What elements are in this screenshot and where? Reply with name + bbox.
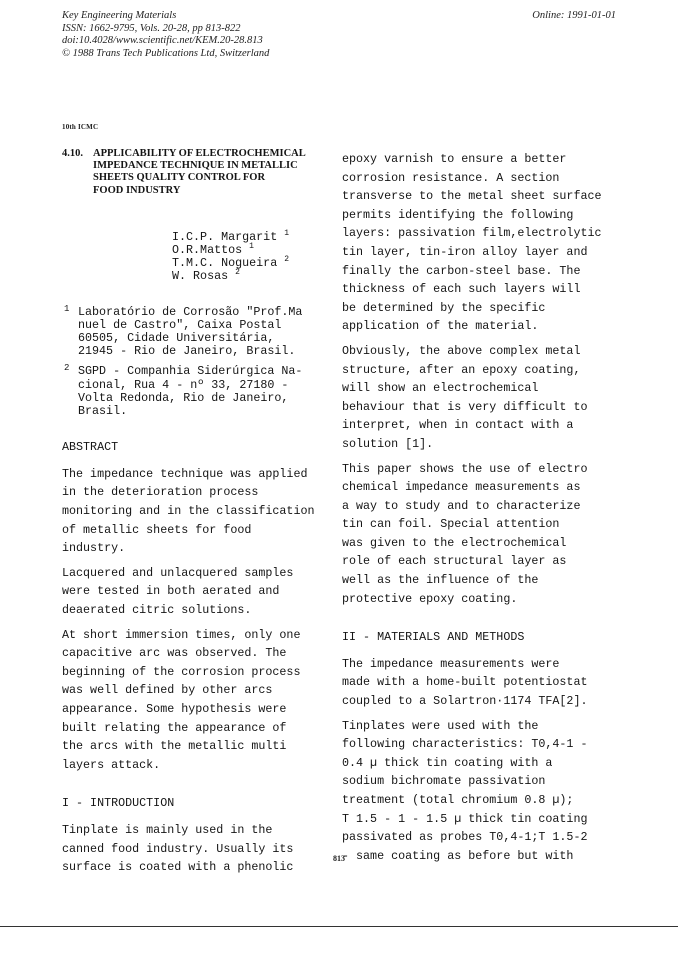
text-line: built relating the appearance of (62, 720, 287, 735)
text-line: thickness of each such layers will (342, 282, 581, 297)
text-line: application of the material. (342, 319, 539, 334)
author: W. Rosas $^2$ (172, 268, 240, 284)
text-line: monitoring and in the classification (62, 504, 315, 519)
text-line: finally the carbon-steel base. The (342, 263, 581, 278)
text-line: role of each structural layer as (342, 554, 567, 569)
text-line: surface is coated with a phenolic (62, 860, 294, 875)
author-list (172, 228, 322, 284)
title-line: FOOD INDUSTRY (93, 184, 181, 196)
text-line: appearance. Some hypothesis were (62, 701, 287, 716)
text-line: of metallic sheets for food (62, 522, 252, 537)
text-line: T 1.5 - 1 - 1.5 µ thick tin coating (342, 811, 588, 826)
text-line: interpret, when in contact with a (342, 418, 574, 433)
text-line: transverse to the metal sheet surface (342, 189, 602, 204)
text-line: were tested in both aerated and (62, 584, 280, 599)
text-line: tin can foil. Special attention (342, 517, 560, 532)
text-line: protective epoxy coating. (342, 591, 518, 606)
methods-paragraph (342, 717, 610, 866)
text-line: The impedance technique was applied (62, 466, 308, 481)
body-paragraph (342, 342, 610, 454)
abstract-heading: ABSTRACT (62, 440, 119, 455)
text-line: The impedance measurements were (342, 656, 560, 671)
text-line: well as the influence of the (342, 573, 539, 588)
paper-title (62, 148, 322, 197)
journal-doi: doi:10.4028/www.scientific.net/KEM.20-28.813 (62, 35, 263, 46)
text-line: This paper shows the use of electro (342, 461, 588, 476)
text-line: 0.4 µ thick tin coating with a (342, 755, 553, 770)
text-line: the arcs with the metallic multi (62, 739, 287, 754)
online-date: Online: 1991-01-01 (532, 10, 616, 21)
text-line: layers attack. (62, 757, 161, 772)
title-line: APPLICABILITY OF ELECTROCHEMICAL (93, 148, 306, 159)
affiliation-mark: 2 (64, 363, 70, 374)
text-line: coupled to a Solartron·1174 TFA[2]. (342, 694, 588, 709)
text-line: structure, after an epoxy coating, (342, 362, 581, 377)
text-line: canned food industry. Usually its (62, 841, 294, 856)
text-line: deaerated citric solutions. (62, 603, 252, 617)
text-line: layers: passivation film,electrolytic (342, 226, 602, 241)
text-line: treatment (total chromium 0.8 µ); (342, 793, 574, 807)
author: O.R.Mattos $^1$ (172, 242, 254, 258)
text-line: industry. (62, 541, 126, 556)
text-line: corrosion resistance. A section (342, 170, 560, 185)
text-line: capacitive arc was observed. The (62, 646, 287, 661)
methods-heading: II - MATERIALS AND METHODS (342, 630, 525, 645)
text-line: At short immersion times, only one (62, 627, 301, 642)
section-number: 4.10. (62, 148, 83, 159)
title-line: IMPEDANCE TECHNIQUE IN METALLIC (93, 160, 298, 172)
introduction-paragraph (62, 821, 322, 877)
methods-paragraph (342, 655, 610, 711)
journal-header (62, 10, 269, 60)
author: I.C.P. Margarit $^1$ (172, 228, 290, 244)
text-line: will show an electrochemical (342, 381, 539, 396)
text-line: solution [1]. (342, 436, 434, 451)
text-line: Obviously, the above complex metal (342, 343, 581, 358)
text-line: passivated as probes T0,4-1;T 1.5-2 (342, 830, 588, 845)
text-line: a way to study and to characterize (342, 498, 581, 513)
journal-name: Key Engineering Materials (62, 10, 177, 21)
text-line: - same coating as before but with (342, 848, 574, 863)
text-line: following characteristics: T0,4-1 - (342, 737, 588, 752)
body-paragraph (342, 460, 610, 609)
abstract-paragraph (62, 626, 322, 775)
body-paragraph (342, 150, 610, 336)
text-line: permits identifying the following (342, 207, 574, 222)
text-line: in the deterioration process (62, 485, 259, 500)
left-column (62, 148, 322, 877)
text-line: tin layer, tin-iron alloy layer and (342, 244, 588, 259)
affiliation-mark: 1 (64, 303, 70, 314)
text-line: sodium bichromate passivation (342, 774, 546, 789)
abstract-paragraph (62, 564, 322, 620)
text-line: Tinplates were used with the (342, 718, 539, 733)
introduction-heading: I - INTRODUCTION (62, 796, 175, 811)
abstract-paragraph (62, 465, 322, 558)
text-line: was well defined by other arcs (62, 683, 273, 698)
affiliation: 1 Laboratório de Corrosão "Prof.Ma nuel de Castro", Caixa Postal 60505, Cidade Universitária, 21945 - Rio de Janeiro, Brasil. (64, 303, 303, 359)
text-line: beginning of the corrosion process (62, 664, 301, 679)
right-column (342, 150, 610, 865)
footer-rule (0, 926, 678, 927)
affiliation: 2 SGPD - Companhia Siderúrgica Na- cional, Rua 4 - nº 33, 27180 - Volta Redonda, Rio de Janeiro, Brasil. (64, 363, 303, 419)
text-line: behaviour that is very difficult to (342, 399, 588, 414)
page-number: 813 (333, 854, 345, 863)
journal-issn: ISSN: 1662-9795, Vols. 20-28, pp 813-822 (62, 22, 241, 34)
text-line: chemical impedance measurements as (342, 480, 581, 495)
text-line: Lacquered and unlacquered samples (62, 565, 294, 580)
text-line: was given to the electrochemical (342, 535, 567, 550)
conference-label: 10th ICMC (62, 123, 99, 131)
text-line: Tinplate is mainly used in the (62, 822, 273, 837)
text-line: be determined by the specific (342, 300, 546, 315)
author: T.M.C. Nogueira $^2$ (172, 255, 290, 271)
text-line: made with a home-built potentiostat (342, 675, 588, 690)
journal-copyright: © 1988 Trans Tech Publications Ltd, Switzerland (62, 47, 270, 59)
title-line: SHEETS QUALITY CONTROL FOR (93, 172, 266, 184)
text-line: epoxy varnish to ensure a better (342, 152, 567, 166)
